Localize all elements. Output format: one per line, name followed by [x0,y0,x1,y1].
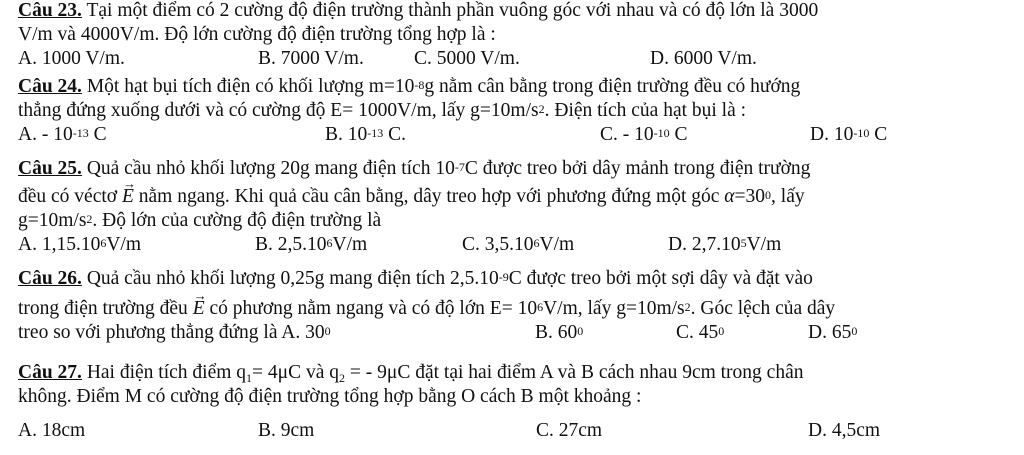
q24-text-2a: thẳng đứng xuống dưới và có cường độ E= 1000V/m, lấy g=10m/s [18,100,539,121]
q24-option-d [810,124,887,146]
q23-option-d: D. 6000 V/m. [650,48,757,69]
q24-option-a-unit: C [88,124,107,145]
q25-text-2a: đều có véctơ [18,186,122,207]
q25-option-b-exp: 6 [326,236,333,250]
q24-option-c [600,124,688,146]
q24-line-2 [18,100,746,122]
q26-line-3 [18,322,331,344]
q25-option-d [668,234,781,256]
q26-option-c-exp: 0 [718,324,725,338]
q24-text-1b: g nằm cân bằng trong điện trường đều có hướng [424,76,801,97]
q27-sub-1: 1 [246,371,253,385]
q23-line-2: V/m và 4000V/m. Độ lớn cường độ điện trường tổng hợp là : [18,24,496,45]
q25-option-c-text: C. 3,5.10 [462,234,534,255]
q25-exp-3: 2 [86,212,93,226]
q26-option-b-exp: 0 [577,324,584,338]
q27-option-a: A. 18cm [18,420,86,441]
q24-option-a-exp: -13 [72,126,89,140]
q26-option-c-text: C. 45 [676,322,719,343]
q23-option-a: A. 1000 V/m. [18,48,125,69]
q26-text-1b: C được treo bởi một sợi dây và đặt vào [508,268,813,289]
q25-option-c-unit: V/m [539,234,575,255]
q25-option-d-text: D. 2,7.10 [668,234,741,255]
q24-text-1a: Một hạt bụi tích điện có khối lượng m=10 [81,76,415,97]
q24-option-a [18,124,107,146]
q27-text-1a: Hai điện tích điểm q [81,362,247,383]
q23-option-b: B. 7000 V/m. [258,48,364,69]
q25-option-b-unit: V/m [332,234,368,255]
q25-option-a-unit: V/m [106,234,142,255]
q25-option-b [255,234,367,256]
alpha-symbol: α [724,186,735,207]
q26-exp-3: 2 [684,300,691,314]
q26-option-d-exp: 0 [851,324,858,338]
q26-option-d [808,322,857,344]
q25-text-3b: . Độ lớn của cường độ điện trường là [92,210,382,231]
q26-option-b [535,322,583,344]
q24-option-c-unit: C [669,124,688,145]
q24-option-d-unit: C [869,124,888,145]
q26-label: Câu 26. [18,268,82,289]
q24-option-c-exp: -10 [653,126,670,140]
q25-text-2b: nằm ngang. Khi quả cầu cân bằng, dây treo hợp với phương đứng một góc [133,186,725,207]
q26-text-3a: treo so với phương thẳng đứng là [18,322,282,343]
q24-line-1 [18,76,800,98]
q25-text-1b: C được treo bởi dây mảnh trong điện trường [464,158,811,179]
q25-text-1a: Quả cầu nhỏ khối lượng 20g mang điện tích 10 [81,158,455,179]
q24-option-d-exp: -10 [853,126,870,140]
q26-text-2a: trong điện trường đều [18,298,193,319]
q24-option-c-text: C. - 10 [600,124,654,145]
q26-text-2b: có phương nằm ngang và có độ lớn E= 10 [204,298,538,319]
vector-e-symbol: → E [122,186,134,208]
q23-text-1: Tại một điểm có 2 cường độ điện trường thành phần vuông góc với nhau và có độ lớn là 3000 [81,0,819,21]
q25-text-2c: =30 [734,186,766,207]
q25-option-a-text: A. 1,15.10 [18,234,101,255]
q27-line-1 [18,362,804,385]
q26-exp-1: -9 [498,270,509,284]
q23-line-1 [18,0,818,22]
q25-option-d-exp: 5 [740,236,747,250]
q27-label: Câu 27. [18,362,82,383]
q27-text-1b: = 4μC và q [252,362,340,383]
q24-option-b-text: B. 10 [325,124,368,145]
q25-option-d-unit: V/m [746,234,782,255]
q27-option-d: D. 4,5cm [808,420,881,441]
q23-label: Câu 23. [18,0,82,21]
q27-line-2: không. Điểm M có cường độ điện trường tổng hợp bằng O cách B một khoảng : [18,386,642,407]
q26-line-1 [18,268,813,290]
q25-option-c [462,234,574,256]
vector-e-symbol: → E [193,298,205,320]
q26-text-2d: . Góc lệch của dây [690,298,836,319]
q24-text-2b: . Điện tích của hạt bụi là : [544,100,747,121]
q26-option-a-text: A. 30 [281,322,325,343]
q24-exp-1: -8 [414,78,425,92]
q24-option-a-text: A. - 10 [18,124,73,145]
q27-sub-2: 2 [339,371,346,385]
q26-line-2 [18,298,835,320]
q25-option-a [18,234,141,256]
q25-line-1 [18,158,810,180]
q25-option-a-exp: 6 [100,236,107,250]
q26-text-1a: Quả cầu nhỏ khối lượng 0,25g mang điện tích 2,5.10 [81,268,499,289]
q27-option-c: C. 27cm [536,420,603,441]
q24-label: Câu 24. [18,76,82,97]
q25-exp-1: -7 [454,160,465,174]
q26-exp-2: 6 [537,300,544,314]
q26-option-a-exp: 0 [324,324,331,338]
q23-option-c: C. 5000 V/m. [414,48,520,69]
q25-text-3a: g=10m/s [18,210,87,231]
q24-option-d-text: D. 10 [810,124,854,145]
q25-line-2 [18,186,805,208]
q25-line-3 [18,210,381,232]
q26-option-c [676,322,724,344]
q24-option-b [325,124,406,146]
q25-option-b-text: B. 2,5.10 [255,234,327,255]
q25-text-2d: , lấy [771,186,805,207]
q26-option-d-text: D. 65 [808,322,852,343]
q25-exp-2: 0 [765,188,772,202]
q25-label: Câu 25. [18,158,82,179]
q26-option-b-text: B. 60 [535,322,578,343]
q24-option-b-exp: -13 [367,126,384,140]
q24-option-b-unit: C. [383,124,407,145]
q24-exp-2: 2 [538,102,545,116]
q25-option-c-exp: 6 [533,236,540,250]
q27-text-1c: = - 9μC đặt tại hai điểm A và B cách nhau 9cm trong chân [345,362,804,383]
q27-option-b: B. 9cm [258,420,315,441]
q26-text-2c: V/m, lấy g=10m/s [543,298,685,319]
